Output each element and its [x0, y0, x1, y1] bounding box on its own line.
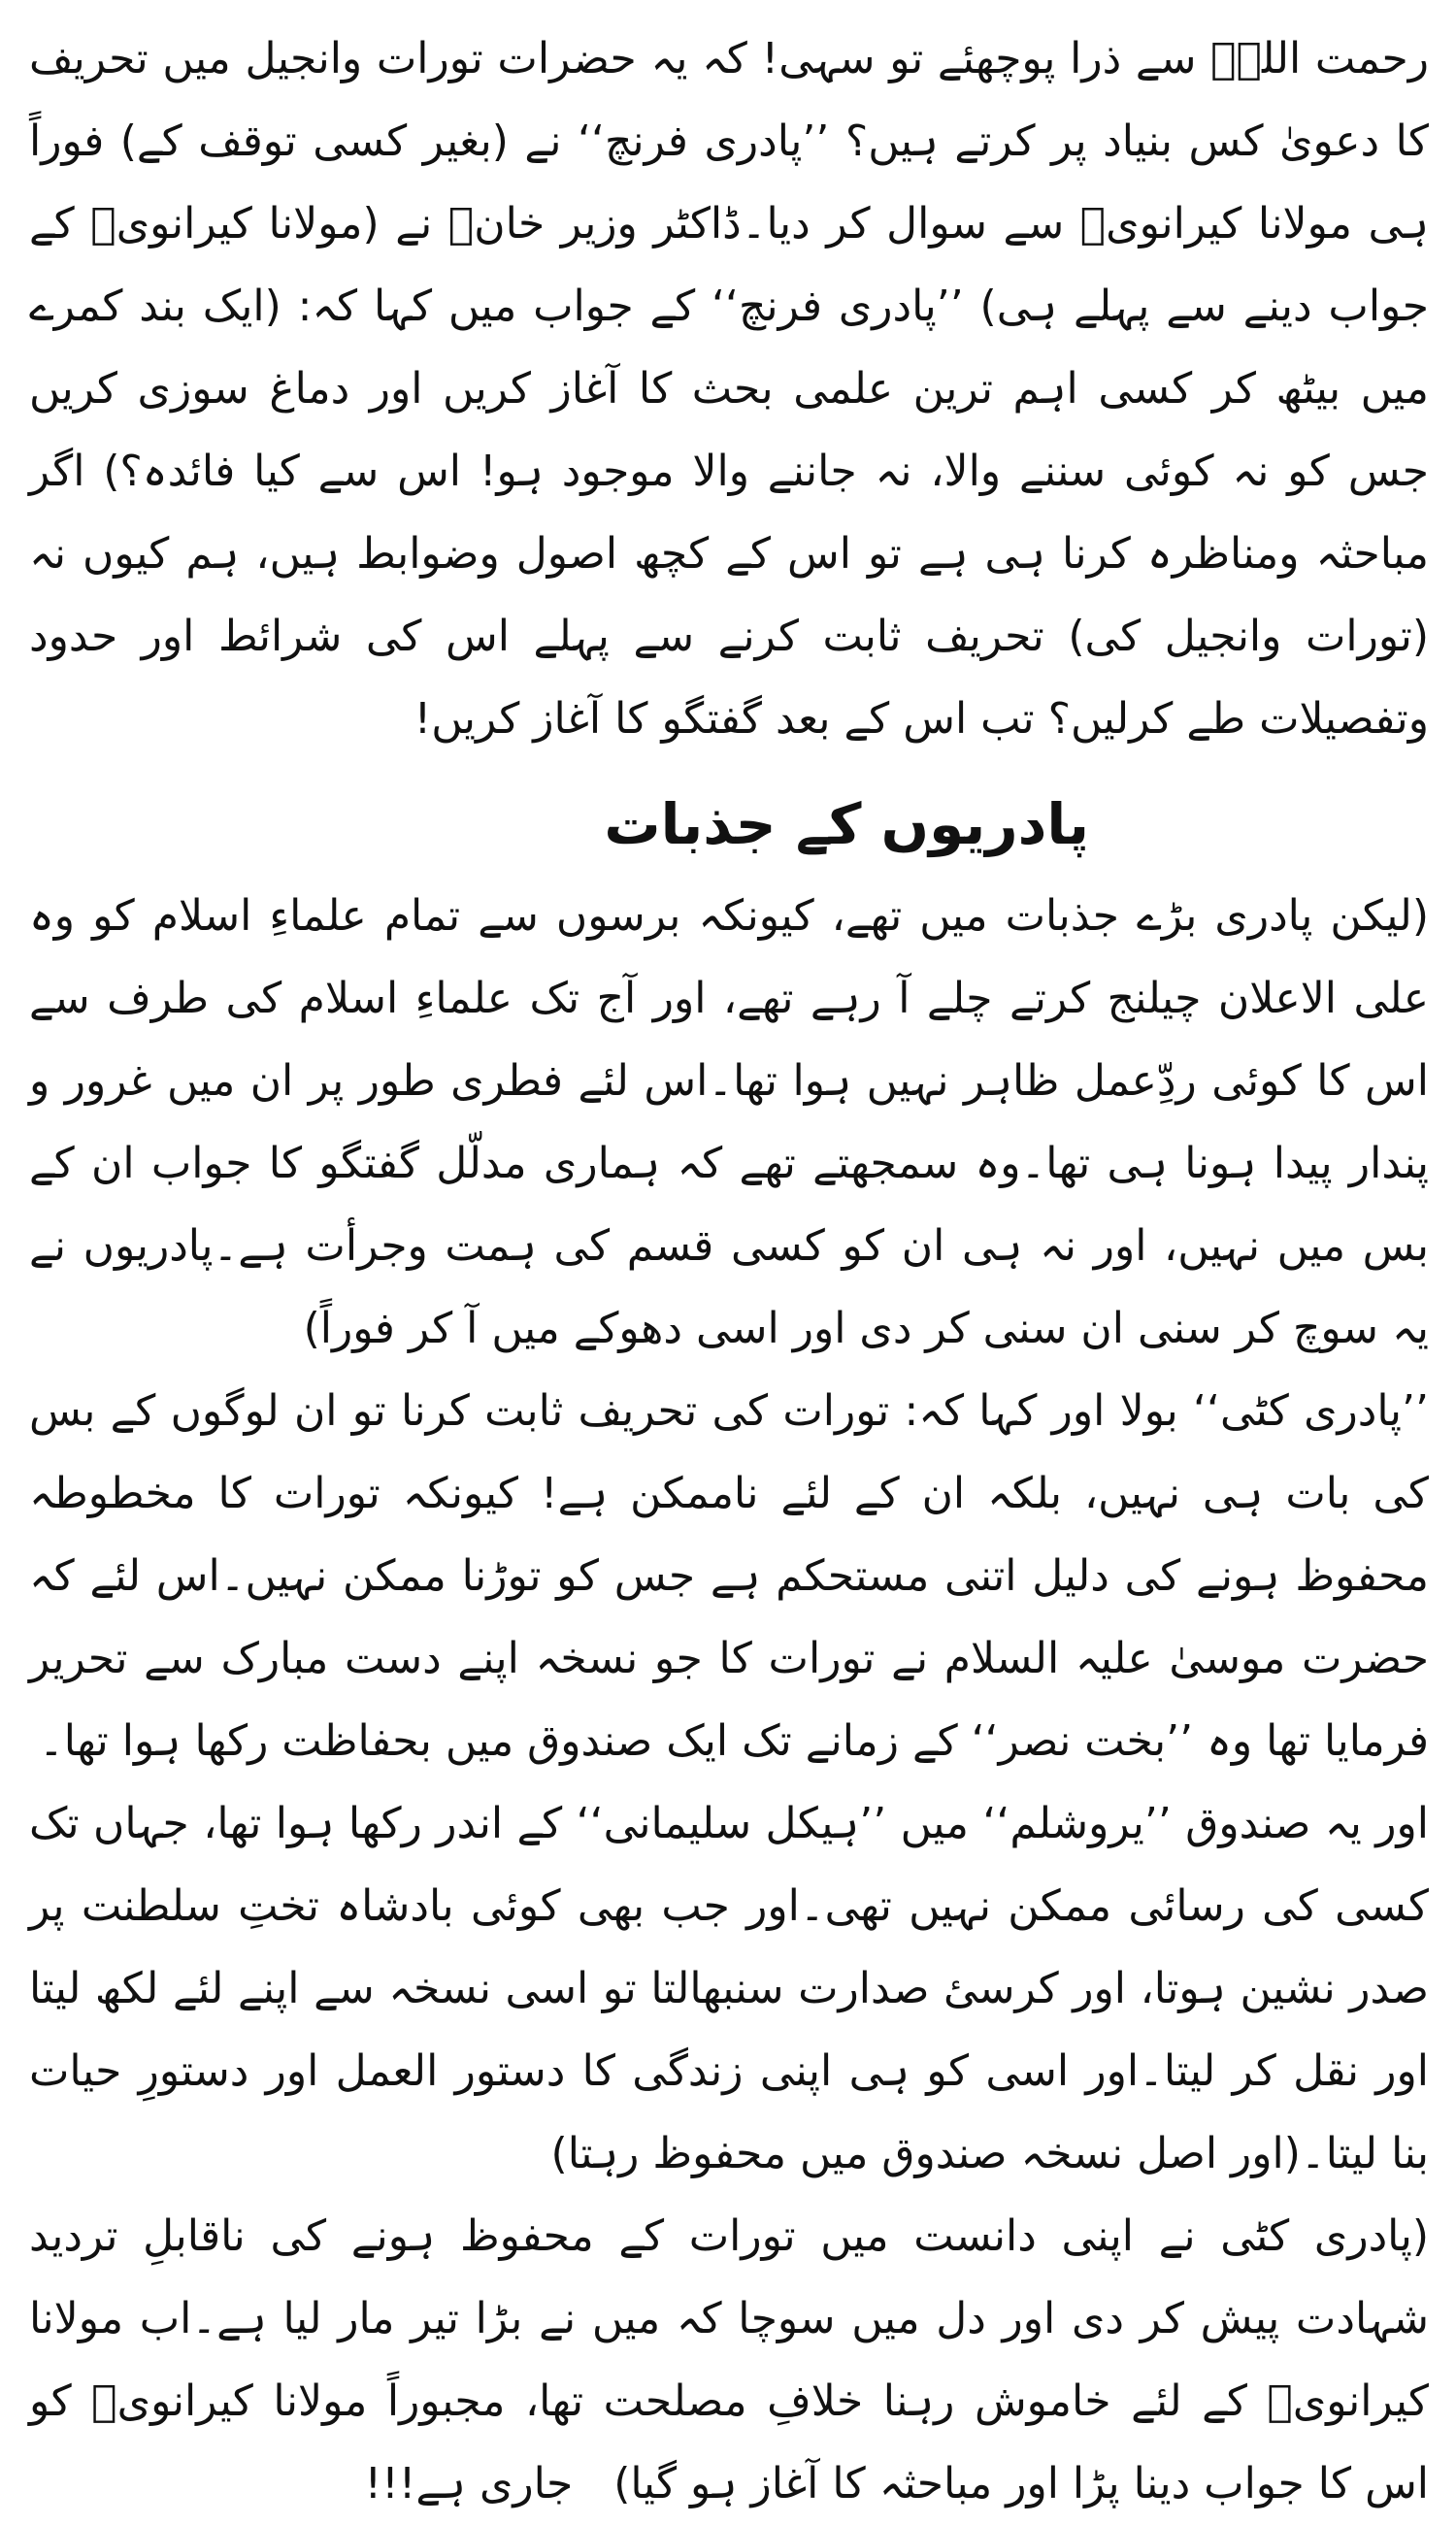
paragraph-priests-emotions: (لیکن پادری بڑے جذبات میں تھے، کیونکہ برسوں سے تمام علماءِ اسلام کو وہ علی الاعلان چیلنج کرتے چلے آ رہے تھے، اور آج تک علماءِ اسلام کی طرف سے اس کا کوئی ردِّعمل ظاہر نہیں ہوا تھا۔اس لئے فطری طور پر ان میں غرور و پندار پیدا ہونا ہی تھا۔وہ سمجھتے تھے کہ ہماری مدلّل گفتگو کا جواب ان کے بس میں نہیں، اور نہ ہی ان کو کسی قسم کی ہمت وجرأت ہے۔پادریوں نے یہ سوچ کر سنی ان سنی کر دی اور اسی دھوکے میں آ کر فوراً) — [29, 891, 1429, 1353]
paragraph-opening: رحمت اللہؒ سے ذرا پوچھئے تو سہی! کہ یہ حضرات تورات وانجیل میں تحریف کا دعویٰ کس بنیاد پر کرتے ہیں؟ ’’پادری فرنچ‘‘ نے (بغیر کسی توقف کے) فوراً ہی مولانا کیرانویؒ سے سوال کر دیا۔ڈاکٹر وزیر خانؒ نے (مولانا کیرانویؒ کے جواب دینے سے پہلے ہی) ’’پادری فرنچ‘‘ کے جواب میں کہا کہ: (ایک بند کمرے میں بیٹھ کر کسی اہم ترین علمی بحث کا آغاز کریں اور دماغ سوزی کریں جس کو نہ کوئی سننے والا، نہ جاننے والا موجود ہو! اس سے کیا فائدہ؟) اگر مباحثہ ومناظرہ کرنا ہی ہے تو اس کے کچھ اصول وضوابط ہیں، ہم کیوں نہ (تورات وانجیل کی) تحریف ثابت کرنے سے پہلے اس کی شرائط اور حدود وتفصیلات طے کرلیں؟ تب اس کے بعد گفتگو کا آغاز کریں! — [29, 34, 1429, 744]
paragraph-father-kitty: ’’پادری کٹی‘‘ بولا اور کہا کہ: تورات کی تحریف ثابت کرنا تو ان لوگوں کے بس کی بات ہی نہیں، بلکہ ان کے لئے ناممکن ہے! کیونکہ تورات کا مخطوطہ محفوظ ہونے کی دلیل اتنی مستحکم ہے جس کو توڑنا ممکن نہیں۔اس لئے کہ حضرت موسیٰ علیہ السلام نے تورات کا جو نسخہ اپنے دست مبارک سے تحریر فرمایا تھا وہ ’’بخت نصر‘‘ کے زمانے تک ایک صندوق میں بحفاظت رکھا ہوا تھا۔ — [29, 1386, 1429, 1766]
document-page — [29, 17, 1429, 2508]
continued-note: جاری ہے!!! — [364, 2459, 574, 2508]
section-heading: پادریوں کے جذبات — [604, 791, 1089, 857]
paragraph-closing-text: (پادری کٹی نے اپنی دانست میں تورات کے محفوظ ہونے کی ناقابلِ تردید شہادت پیش کر دی اور دل میں سوچا کہ میں نے بڑا تیر مار لیا ہے۔اب مولانا کیرانویؒ کے لئے خاموش رہنا خلافِ مصلحت تھا، مجبوراً مولانا کیرانویؒ کو اس کا جواب دینا پڑا اور مباحثہ کا آغاز ہو گیا) — [29, 2211, 1429, 2508]
paragraph-box-jerusalem: اور یہ صندوق ’’یروشلم‘‘ میں ’’ہیکل سلیمانی‘‘ کے اندر رکھا ہوا تھا، جہاں تک کسی کی رسائی ممکن نہیں تھی۔اور جب بھی کوئی بادشاہ تختِ سلطنت پر صدر نشین ہوتا، اور کرسیٔ صدارت سنبھالتا تو اسی نسخہ سے اپنے لئے لکھ لیتا اور نقل کر لیتا۔اور اسی کو ہی اپنی زندگی کا دستور العمل اور دستورِ حیات بنا لیتا۔(اور اصل نسخہ صندوق میں محفوظ رہتا) — [29, 1799, 1429, 2178]
paragraph-closing — [29, 2195, 1429, 2525]
